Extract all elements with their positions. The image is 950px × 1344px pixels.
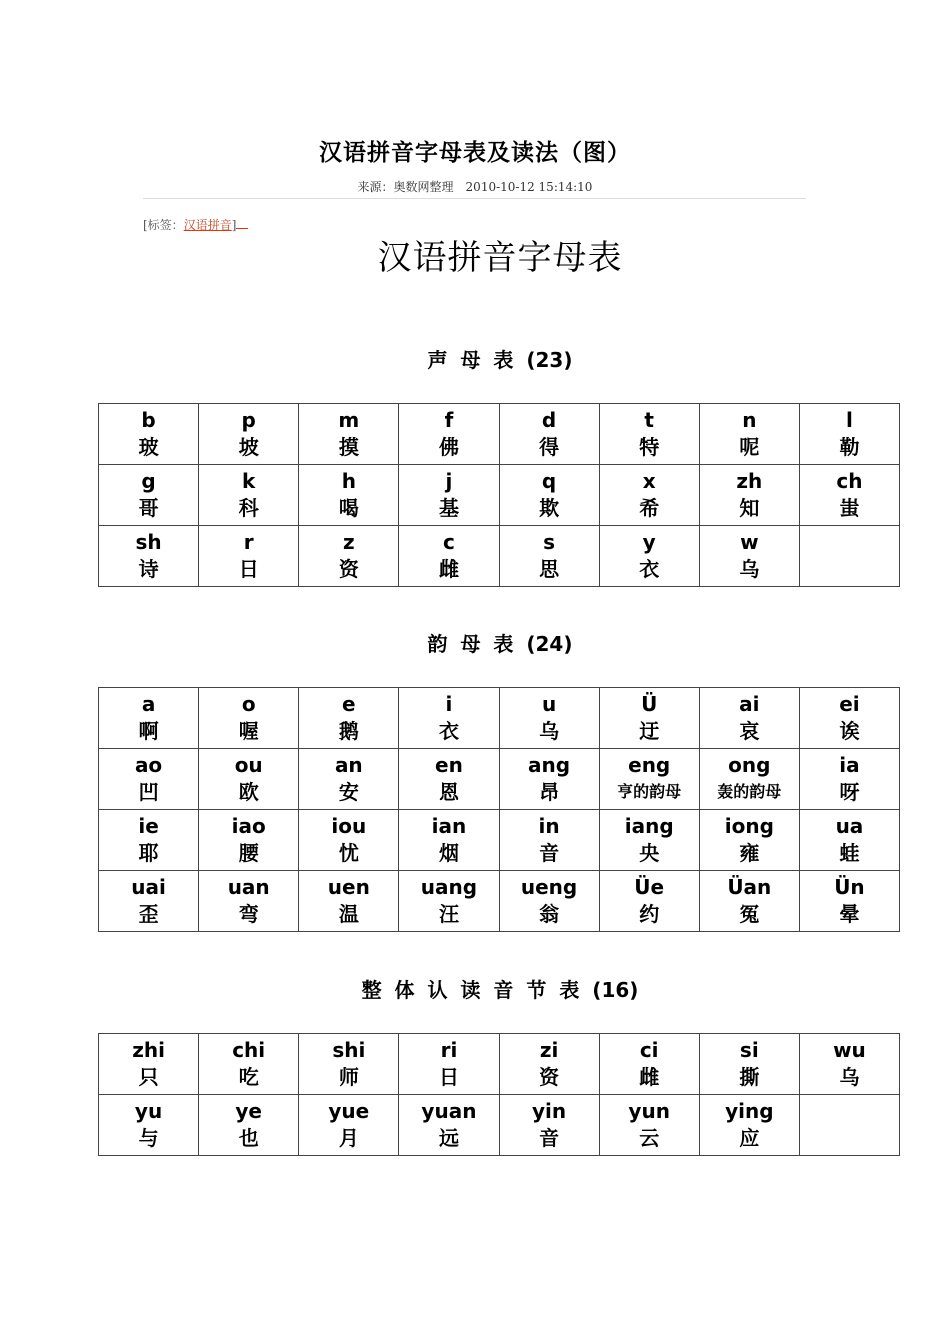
initials-cell — [199, 404, 299, 465]
pinyin-letter: uen — [327, 875, 370, 899]
pinyin-letter: ye — [235, 1099, 262, 1123]
chinese-reading: 摸 — [338, 435, 359, 459]
chinese-reading: 轰的韵母 — [717, 782, 782, 801]
syllables-cell — [799, 1095, 899, 1156]
chinese-reading: 安 — [338, 780, 359, 804]
syllables-cell — [499, 1034, 599, 1095]
chinese-reading: 呀 — [839, 780, 860, 804]
syllables-cell — [699, 1095, 799, 1156]
finals-cell — [399, 810, 499, 871]
initials-cell — [299, 404, 399, 465]
pinyin-letter: Üe — [634, 875, 665, 899]
pinyin-letter: uai — [131, 875, 166, 899]
initials-row — [99, 526, 900, 587]
finals-cell — [699, 688, 799, 749]
chinese-reading: 只 — [138, 1065, 159, 1089]
pinyin-letter: shi — [332, 1038, 366, 1062]
pinyin-letter: yu — [134, 1099, 163, 1123]
finals-cell — [99, 871, 199, 932]
finals-cell — [99, 749, 199, 810]
article-meta — [0, 178, 950, 195]
chinese-reading: 诗 — [138, 557, 159, 581]
pinyin-letter: x — [642, 469, 656, 493]
finals-cell — [599, 688, 699, 749]
pinyin-letter: uang — [420, 875, 478, 899]
pinyin-letter: ch — [836, 469, 863, 493]
chinese-reading: 乌 — [839, 1065, 860, 1089]
chinese-reading: 日 — [438, 1065, 459, 1089]
article-source: 来源：奥数网整理 — [357, 180, 454, 194]
pinyin-letter: q — [541, 469, 557, 493]
pinyin-letter: uan — [227, 875, 270, 899]
syllables-row — [99, 1095, 900, 1156]
pinyin-letter: k — [242, 469, 256, 493]
finals-cell — [299, 810, 399, 871]
finals-cell — [499, 810, 599, 871]
finals-cell — [199, 749, 299, 810]
pinyin-letter: l — [846, 408, 853, 432]
pinyin-letter: ai — [739, 692, 760, 716]
initials-cell — [399, 465, 499, 526]
pinyin-letter: r — [243, 530, 254, 554]
pinyin-letter: yun — [628, 1099, 670, 1123]
finals-cell — [199, 810, 299, 871]
article-title: 汉语拼音字母表及读法（图） — [319, 140, 631, 166]
finals-cell — [199, 688, 299, 749]
pinyin-letter: ie — [138, 814, 159, 838]
finals-cell — [699, 810, 799, 871]
pinyin-letter: ueng — [520, 875, 578, 899]
initials-cell — [299, 526, 399, 587]
chinese-reading: 耶 — [138, 841, 159, 865]
initials-table-body — [99, 404, 900, 587]
initials-cell — [699, 465, 799, 526]
finals-cell — [399, 749, 499, 810]
finals-table — [98, 687, 900, 932]
pinyin-letter: g — [141, 469, 156, 493]
finals-cell — [799, 871, 899, 932]
syllables-row — [99, 1034, 900, 1095]
chinese-reading: 乌 — [739, 557, 760, 581]
chinese-reading: 欺 — [539, 496, 560, 520]
pinyin-letter: j — [445, 469, 453, 493]
initials-cell — [199, 465, 299, 526]
finals-table-body — [99, 688, 900, 932]
pinyin-letter: u — [541, 692, 557, 716]
pinyin-letter: w — [740, 530, 759, 554]
initials-cell — [299, 465, 399, 526]
chinese-reading: 雌 — [438, 557, 459, 581]
chinese-reading: 欧 — [238, 780, 259, 804]
pinyin-letter: yuan — [421, 1099, 477, 1123]
syllables-cell — [199, 1034, 299, 1095]
chinese-reading: 央 — [639, 841, 660, 865]
syllables-cell — [699, 1034, 799, 1095]
chinese-reading: 亨的韵母 — [617, 782, 682, 801]
chinese-reading: 温 — [338, 902, 359, 926]
finals-cell — [499, 749, 599, 810]
chinese-reading: 衣 — [438, 719, 459, 743]
finals-cell — [699, 871, 799, 932]
tag-link-hanyu-pinyin[interactable]: 汉语拼音 — [183, 218, 232, 232]
pinyin-letter: e — [342, 692, 356, 716]
pinyin-letter: ian — [431, 814, 467, 838]
finals-cell — [699, 749, 799, 810]
tags-prefix: [标签： — [143, 218, 184, 232]
chinese-reading: 诶 — [839, 719, 860, 743]
pinyin-letter: t — [644, 408, 654, 432]
pinyin-letter: zh — [736, 469, 763, 493]
initials-cell — [699, 404, 799, 465]
pinyin-letter: ao — [134, 753, 163, 777]
chinese-reading: 晕 — [839, 902, 860, 926]
finals-cell — [499, 688, 599, 749]
pinyin-letter: m — [338, 408, 360, 432]
finals-cell — [499, 871, 599, 932]
chinese-reading: 远 — [438, 1126, 459, 1150]
finals-cell — [599, 871, 699, 932]
initials-section-title: 声 母 表 (23) — [427, 348, 573, 372]
finals-cell — [299, 688, 399, 749]
syllables-section-title: 整 体 认 读 音 节 表 (16) — [361, 978, 639, 1002]
pinyin-letter: a — [141, 692, 156, 716]
pinyin-letter: Ün — [834, 875, 865, 899]
chinese-reading: 佛 — [438, 435, 459, 459]
pinyin-letter: Üan — [727, 875, 772, 899]
chinese-reading: 翁 — [539, 902, 560, 926]
initials-row — [99, 404, 900, 465]
finals-cell — [399, 871, 499, 932]
syllables-cell — [499, 1095, 599, 1156]
chinese-reading: 知 — [739, 496, 760, 520]
pinyin-letter: en — [435, 753, 463, 777]
article-datetime: 2010-10-12 15:14:10 — [465, 180, 593, 194]
finals-cell — [799, 810, 899, 871]
finals-row — [99, 810, 900, 871]
chinese-reading: 与 — [138, 1126, 159, 1150]
chinese-reading: 师 — [338, 1065, 359, 1089]
syllables-cell — [399, 1095, 499, 1156]
chinese-reading: 歪 — [138, 902, 159, 926]
pinyin-letter: chi — [232, 1038, 266, 1062]
pinyin-letter: h — [341, 469, 356, 493]
header-divider — [143, 198, 806, 199]
finals-row — [99, 871, 900, 932]
chinese-reading: 衣 — [639, 557, 660, 581]
pinyin-letter: ci — [639, 1038, 659, 1062]
initials-cell — [799, 465, 899, 526]
finals-cell — [99, 688, 199, 749]
pinyin-letter: b — [141, 408, 156, 432]
initials-cell — [599, 465, 699, 526]
initials-cell — [699, 526, 799, 587]
initials-row — [99, 465, 900, 526]
initials-cell — [399, 404, 499, 465]
chinese-reading: 资 — [338, 557, 359, 581]
pinyin-letter: iao — [231, 814, 266, 838]
syllables-table — [98, 1033, 900, 1156]
syllables-cell — [599, 1095, 699, 1156]
chinese-reading: 应 — [739, 1126, 760, 1150]
pinyin-letter: Ü — [641, 692, 658, 716]
chinese-reading: 日 — [238, 557, 259, 581]
chinese-reading: 哀 — [739, 719, 760, 743]
finals-row — [99, 749, 900, 810]
chinese-reading: 特 — [639, 435, 660, 459]
pinyin-letter: an — [334, 753, 363, 777]
pinyin-letter: eng — [628, 753, 671, 777]
pinyin-letter: sh — [135, 530, 162, 554]
initials-cell — [99, 465, 199, 526]
finals-cell — [599, 810, 699, 871]
pinyin-letter: ia — [839, 753, 860, 777]
pinyin-letter: iang — [624, 814, 674, 838]
finals-cell — [299, 871, 399, 932]
chinese-reading: 资 — [539, 1065, 560, 1089]
pinyin-letter: in — [538, 814, 560, 838]
initials-cell — [599, 404, 699, 465]
pinyin-letter: ying — [725, 1099, 774, 1123]
pinyin-letter: ua — [835, 814, 864, 838]
pinyin-letter: wu — [833, 1038, 866, 1062]
chinese-reading: 喔 — [238, 719, 259, 743]
chinese-reading: 蚩 — [839, 496, 860, 520]
chinese-reading: 吃 — [238, 1065, 259, 1089]
finals-cell — [799, 749, 899, 810]
chinese-reading: 啊 — [138, 719, 159, 743]
pinyin-letter: iou — [331, 814, 367, 838]
syllables-table-body — [99, 1034, 900, 1156]
pinyin-letter: s — [543, 530, 556, 554]
chart-main-title: 汉语拼音字母表 — [377, 238, 623, 278]
finals-section-title: 韵 母 表 (24) — [427, 632, 573, 656]
syllables-cell — [99, 1034, 199, 1095]
initials-cell — [199, 526, 299, 587]
chinese-reading: 哥 — [138, 496, 159, 520]
pinyin-letter: ri — [440, 1038, 458, 1062]
initials-cell — [499, 526, 599, 587]
chinese-reading: 冤 — [739, 902, 760, 926]
initials-cell — [399, 526, 499, 587]
pinyin-letter: si — [739, 1038, 759, 1062]
pinyin-letter: zi — [539, 1038, 559, 1062]
chinese-reading: 云 — [639, 1126, 660, 1150]
chinese-reading: 腰 — [238, 841, 259, 865]
pinyin-letter: c — [443, 530, 455, 554]
pinyin-letter: zhi — [132, 1038, 165, 1062]
pinyin-letter: n — [742, 408, 757, 432]
initials-cell — [499, 465, 599, 526]
chinese-reading: 喝 — [338, 496, 359, 520]
initials-cell — [599, 526, 699, 587]
syllables-cell — [99, 1095, 199, 1156]
pinyin-letter: i — [445, 692, 453, 716]
chinese-reading: 撕 — [739, 1065, 760, 1089]
syllables-cell — [799, 1034, 899, 1095]
chinese-reading: 音 — [539, 841, 560, 865]
chinese-reading: 玻 — [138, 435, 159, 459]
tags-suffix: ] — [231, 218, 237, 232]
finals-cell — [599, 749, 699, 810]
syllables-cell — [299, 1095, 399, 1156]
chinese-reading: 弯 — [238, 902, 259, 926]
chinese-reading: 恩 — [438, 780, 459, 804]
chinese-reading: 呢 — [739, 435, 760, 459]
finals-cell — [799, 688, 899, 749]
chinese-reading: 凹 — [138, 780, 159, 804]
initials-cell — [799, 404, 899, 465]
chinese-reading: 坡 — [238, 435, 259, 459]
finals-cell — [399, 688, 499, 749]
pinyin-letter: yue — [328, 1099, 370, 1123]
initials-cell — [799, 526, 899, 587]
chinese-reading: 音 — [539, 1126, 560, 1150]
chinese-reading: 雌 — [639, 1065, 660, 1089]
chinese-reading: 约 — [639, 902, 660, 926]
pinyin-letter: ang — [528, 753, 571, 777]
chinese-reading: 希 — [639, 496, 660, 520]
syllables-cell — [599, 1034, 699, 1095]
finals-cell — [299, 749, 399, 810]
pinyin-letter: y — [642, 530, 656, 554]
syllables-cell — [399, 1034, 499, 1095]
chinese-reading: 蛙 — [839, 841, 860, 865]
chinese-reading: 昂 — [539, 780, 560, 804]
pinyin-letter: ou — [234, 753, 263, 777]
pinyin-letter: ong — [728, 753, 771, 777]
pinyin-letter: d — [541, 408, 557, 432]
initials-cell — [499, 404, 599, 465]
pinyin-letter: f — [444, 408, 454, 432]
finals-cell — [199, 871, 299, 932]
pinyin-letter: o — [241, 692, 256, 716]
syllables-cell — [299, 1034, 399, 1095]
chinese-reading: 忧 — [338, 841, 359, 865]
chinese-reading: 雍 — [739, 841, 760, 865]
pinyin-letter: iong — [724, 814, 774, 838]
finals-cell — [99, 810, 199, 871]
initials-table — [98, 403, 900, 587]
syllables-cell — [199, 1095, 299, 1156]
chinese-reading: 烟 — [438, 841, 459, 865]
chinese-reading: 得 — [539, 435, 560, 459]
chinese-reading: 思 — [539, 557, 560, 581]
pinyin-letter: yin — [531, 1099, 567, 1123]
initials-cell — [99, 404, 199, 465]
tag-trailing-underline — [236, 217, 248, 229]
initials-cell — [99, 526, 199, 587]
finals-row — [99, 688, 900, 749]
chinese-reading: 勒 — [839, 435, 860, 459]
chinese-reading: 乌 — [539, 719, 560, 743]
chinese-reading: 基 — [438, 496, 459, 520]
pinyin-letter: z — [342, 530, 355, 554]
chinese-reading: 迂 — [639, 719, 660, 743]
chinese-reading: 汪 — [438, 902, 459, 926]
chinese-reading: 鹅 — [338, 719, 359, 743]
pinyin-letter: ei — [839, 692, 860, 716]
chinese-reading: 也 — [238, 1126, 259, 1150]
chinese-reading: 科 — [238, 496, 259, 520]
chinese-reading: 月 — [338, 1126, 359, 1150]
pinyin-letter: p — [241, 408, 256, 432]
